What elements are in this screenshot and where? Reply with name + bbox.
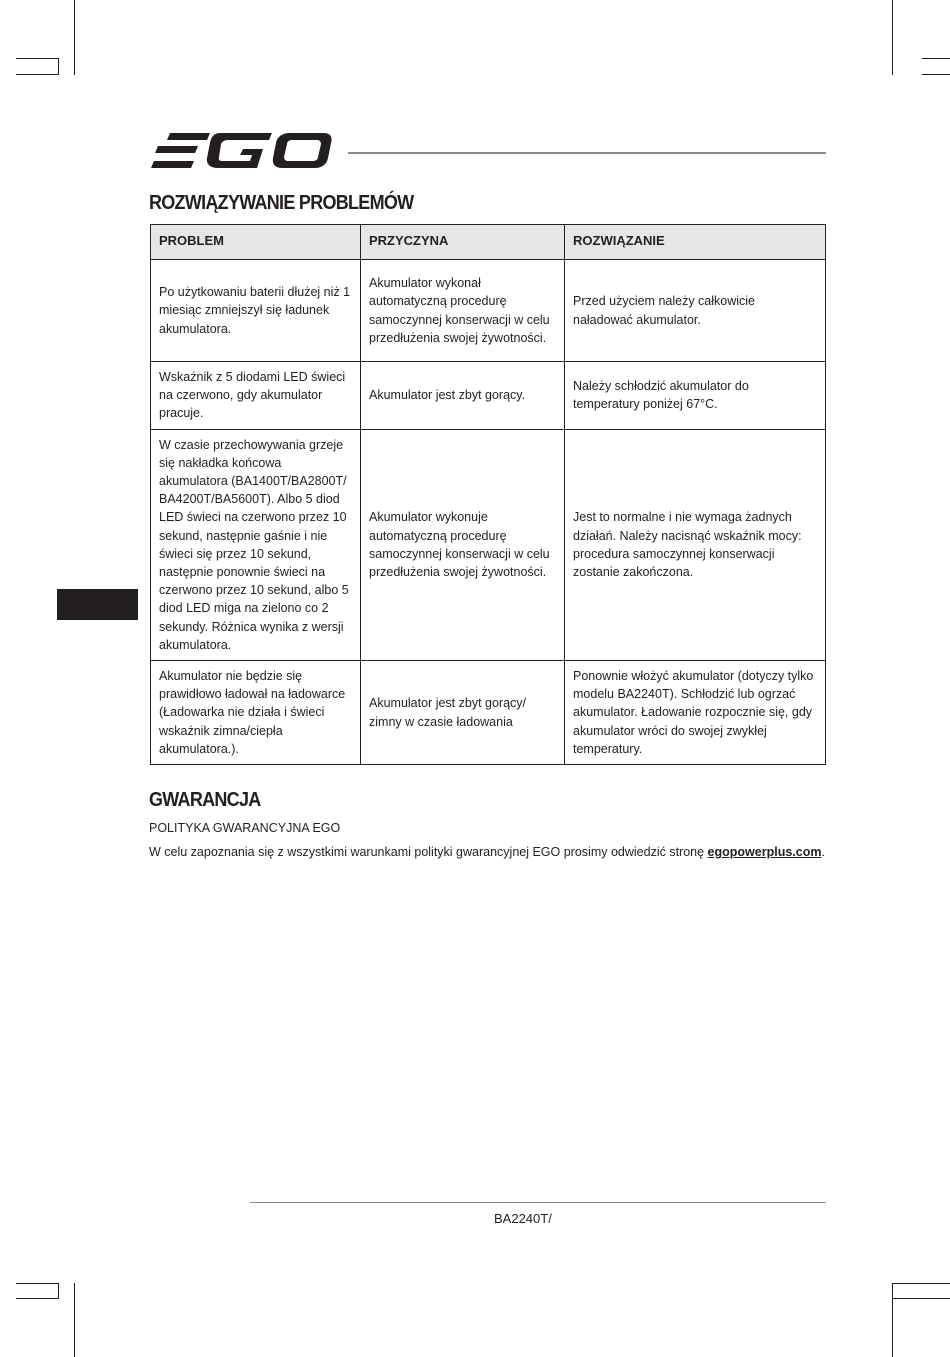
ego-logo — [150, 131, 332, 171]
crop-mark — [58, 1283, 59, 1299]
problem-cell: W czasie przechowywania grzeje się nakładka końcowa akumulatora (BA1400T/BA2800T/ BA4200T/BA5600T). Albo 5 diod LED świeci na czerwono przez 10 sekund, następnie gaśnie i nie świeci się przez 10 sekund, następnie ponownie świeci na czerwono przez 10 sekund, albo 5 diod LED miga na zielono co 2 sekundy. Różnica wynika z wersji akumulatora. — [151, 429, 361, 660]
header-divider — [348, 152, 826, 154]
column-header-solution: ROZWIĄZANIE — [565, 225, 826, 260]
column-header-problem: PROBLEM — [151, 225, 361, 260]
crop-mark — [893, 1283, 950, 1284]
crop-mark — [922, 74, 950, 75]
warranty-link[interactable]: egopowerplus.com — [707, 845, 822, 859]
cause-cell: Akumulator wykonał automatyczną procedurę samoczynnej konserwacji w celu przedłużenia swojej żywotności. — [361, 260, 565, 362]
table-row — [151, 260, 826, 362]
crop-mark — [892, 0, 893, 75]
crop-mark — [16, 1283, 58, 1284]
footer-divider — [250, 1202, 826, 1203]
warranty-text-body: W celu zapoznania się z wszystkimi warunkami polityki gwarancyjnej EGO prosimy odwiedzić stronę — [149, 845, 708, 859]
crop-mark — [58, 58, 59, 75]
warranty-text-end: . — [821, 845, 825, 859]
crop-mark — [74, 0, 75, 75]
troubleshooting-table — [150, 224, 826, 765]
cause-cell: Akumulator jest zbyt gorący. — [361, 362, 565, 430]
crop-mark — [16, 74, 58, 75]
problem-cell: Wskaźnik z 5 diodami LED świeci na czerwono, gdy akumulator pracuje. — [151, 362, 361, 430]
solution-cell: Ponownie włożyć akumulator (dotyczy tylko modelu BA2240T). Schłodzić lub ogrzać akumulator. Ładowanie rozpocznie się, gdy akumulator wróci do swojej zwykłej temperatury. — [565, 661, 826, 765]
footer-model: BA2240T/ — [494, 1211, 552, 1226]
column-header-cause: PRZYCZYNA — [361, 225, 565, 260]
warranty-text — [149, 845, 825, 859]
table-row — [151, 661, 826, 765]
crop-mark — [16, 58, 58, 59]
warranty-subtitle: POLITYKA GWARANCYJNA EGO — [149, 821, 341, 835]
cause-cell: Akumulator wykonuje automatyczną procedurę samoczynnej konserwacji w celu przedłużenia swojej żywotności. — [361, 429, 565, 660]
table-header-row — [151, 225, 826, 260]
troubleshooting-title: ROZWIĄZYWANIE PROBLEMÓW — [149, 192, 414, 214]
cause-cell: Akumulator jest zbyt gorący/ zimny w czasie ładowania — [361, 661, 565, 765]
solution-cell: Należy schłodzić akumulator do temperatury poniżej 67°C. — [565, 362, 826, 430]
solution-cell: Jest to normalne i nie wymaga żadnych działań. Należy nacisnąć wskaźnik mocy: procedura samoczynnej konserwacji zostanie zakończona. — [565, 429, 826, 660]
warranty-title: GWARANCJA — [149, 789, 261, 811]
table-row — [151, 362, 826, 430]
crop-mark — [893, 1298, 950, 1299]
crop-mark — [74, 1283, 75, 1357]
solution-cell: Przed użyciem należy całkowicie naładować akumulator. — [565, 260, 826, 362]
problem-cell: Po użytkowaniu baterii dłużej niż 1 miesiąc zmniejszył się ładunek akumulatora. — [151, 260, 361, 362]
problem-cell: Akumulator nie będzie się prawidłowo ładował na ładowarce (Ładowarka nie działa i świeci wskaźnik zimna/ciepła akumulatora.). — [151, 661, 361, 765]
table-row — [151, 429, 826, 660]
language-side-tab — [57, 589, 138, 620]
crop-mark — [16, 1298, 58, 1299]
crop-mark — [892, 1283, 893, 1357]
crop-mark — [922, 58, 950, 59]
